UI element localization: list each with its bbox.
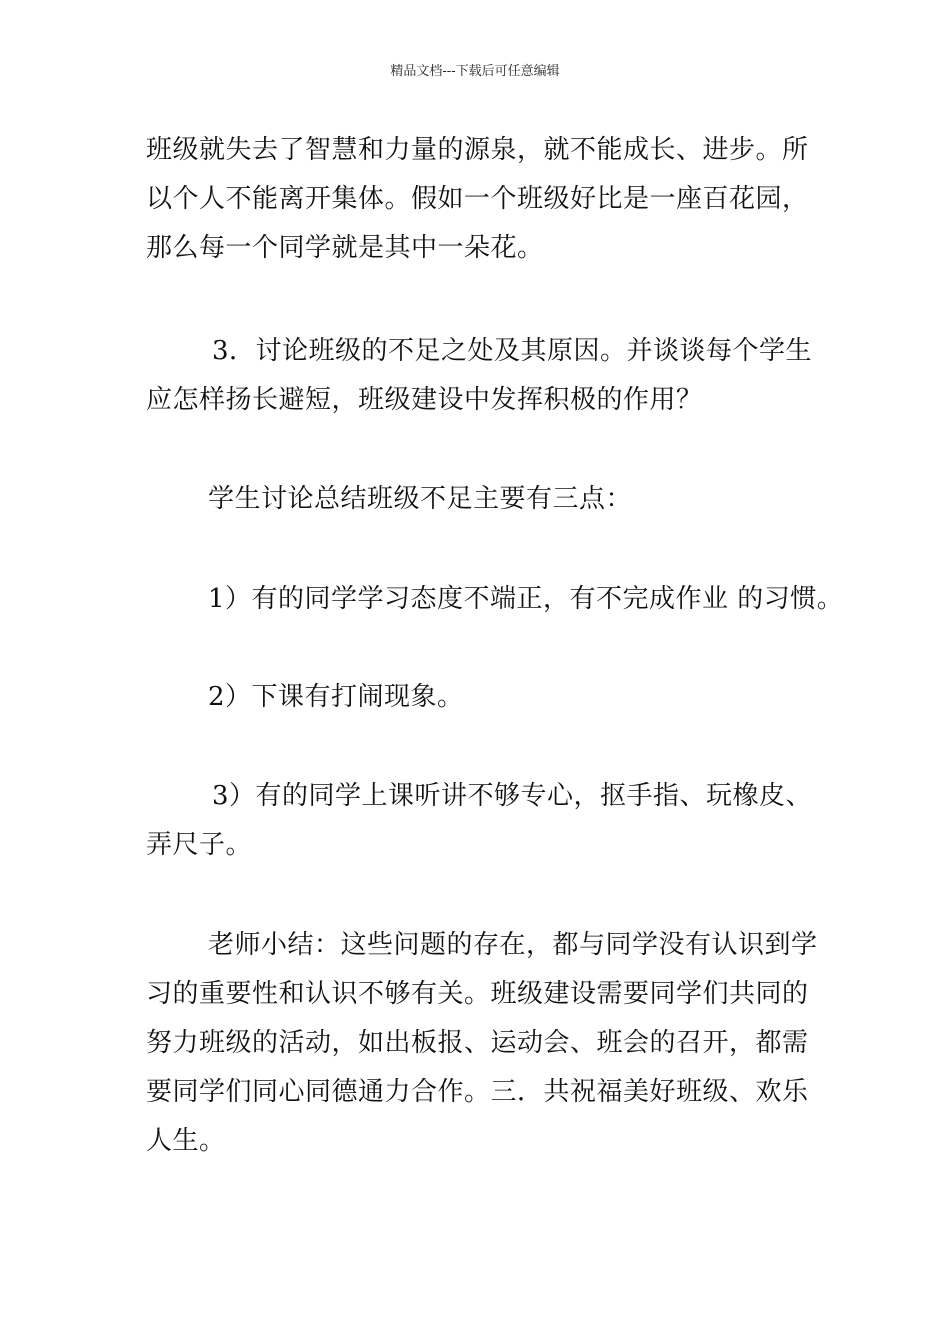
paragraph-class-collective — [146, 126, 816, 273]
text-line: 应怎样扬长避短，班级建设中发挥积极的作用？ — [146, 385, 703, 415]
text-line: 努力班级的活动，如出板报、运动会、班会的召开，都需 — [146, 1028, 809, 1058]
text-line: 人生。 — [146, 1126, 226, 1156]
page-header: 精品文档---下载后可任意编辑 — [390, 64, 560, 79]
paragraph-discussion-question — [146, 327, 816, 425]
paragraph-point-1 — [146, 575, 844, 624]
text-line: 班级就失去了智慧和力量的源泉，就不能成长、进步。所 — [146, 135, 809, 165]
text-line: 学生讨论总结班级不足主要有三点： — [208, 484, 633, 514]
text-line: 老师小结：这些问题的存在，都与同学没有认识到学 — [208, 930, 818, 960]
text-line: 1）有的同学学习态度不端正，有不完成作业 的习惯。 — [208, 584, 844, 614]
text-line: 3．讨论班级的不足之处及其原因。并谈谈每个学生 — [212, 336, 813, 366]
text-line: 那么每一个同学就是其中一朵花。 — [146, 233, 544, 263]
text-line: 习的重要性和认识不够有关。班级建设需要同学们共同的 — [146, 979, 809, 1009]
text-line: 弄尺子。 — [146, 830, 253, 860]
text-line: 2）下课有打闹现象。 — [208, 682, 464, 712]
text-line: 以个人不能离开集体。假如一个班级好比是一座百花园， — [146, 184, 809, 214]
paragraph-point-3 — [146, 772, 816, 870]
text-line: 要同学们同心同德通力合作。三．共祝福美好班级、欢乐 — [146, 1077, 809, 1107]
paragraph-teacher-summary — [146, 921, 816, 1166]
paragraph-point-2 — [146, 673, 816, 722]
paragraph-summary-intro — [146, 475, 816, 524]
text-line: 3）有的同学上课听讲不够专心，抠手指、玩橡皮、 — [212, 781, 813, 811]
